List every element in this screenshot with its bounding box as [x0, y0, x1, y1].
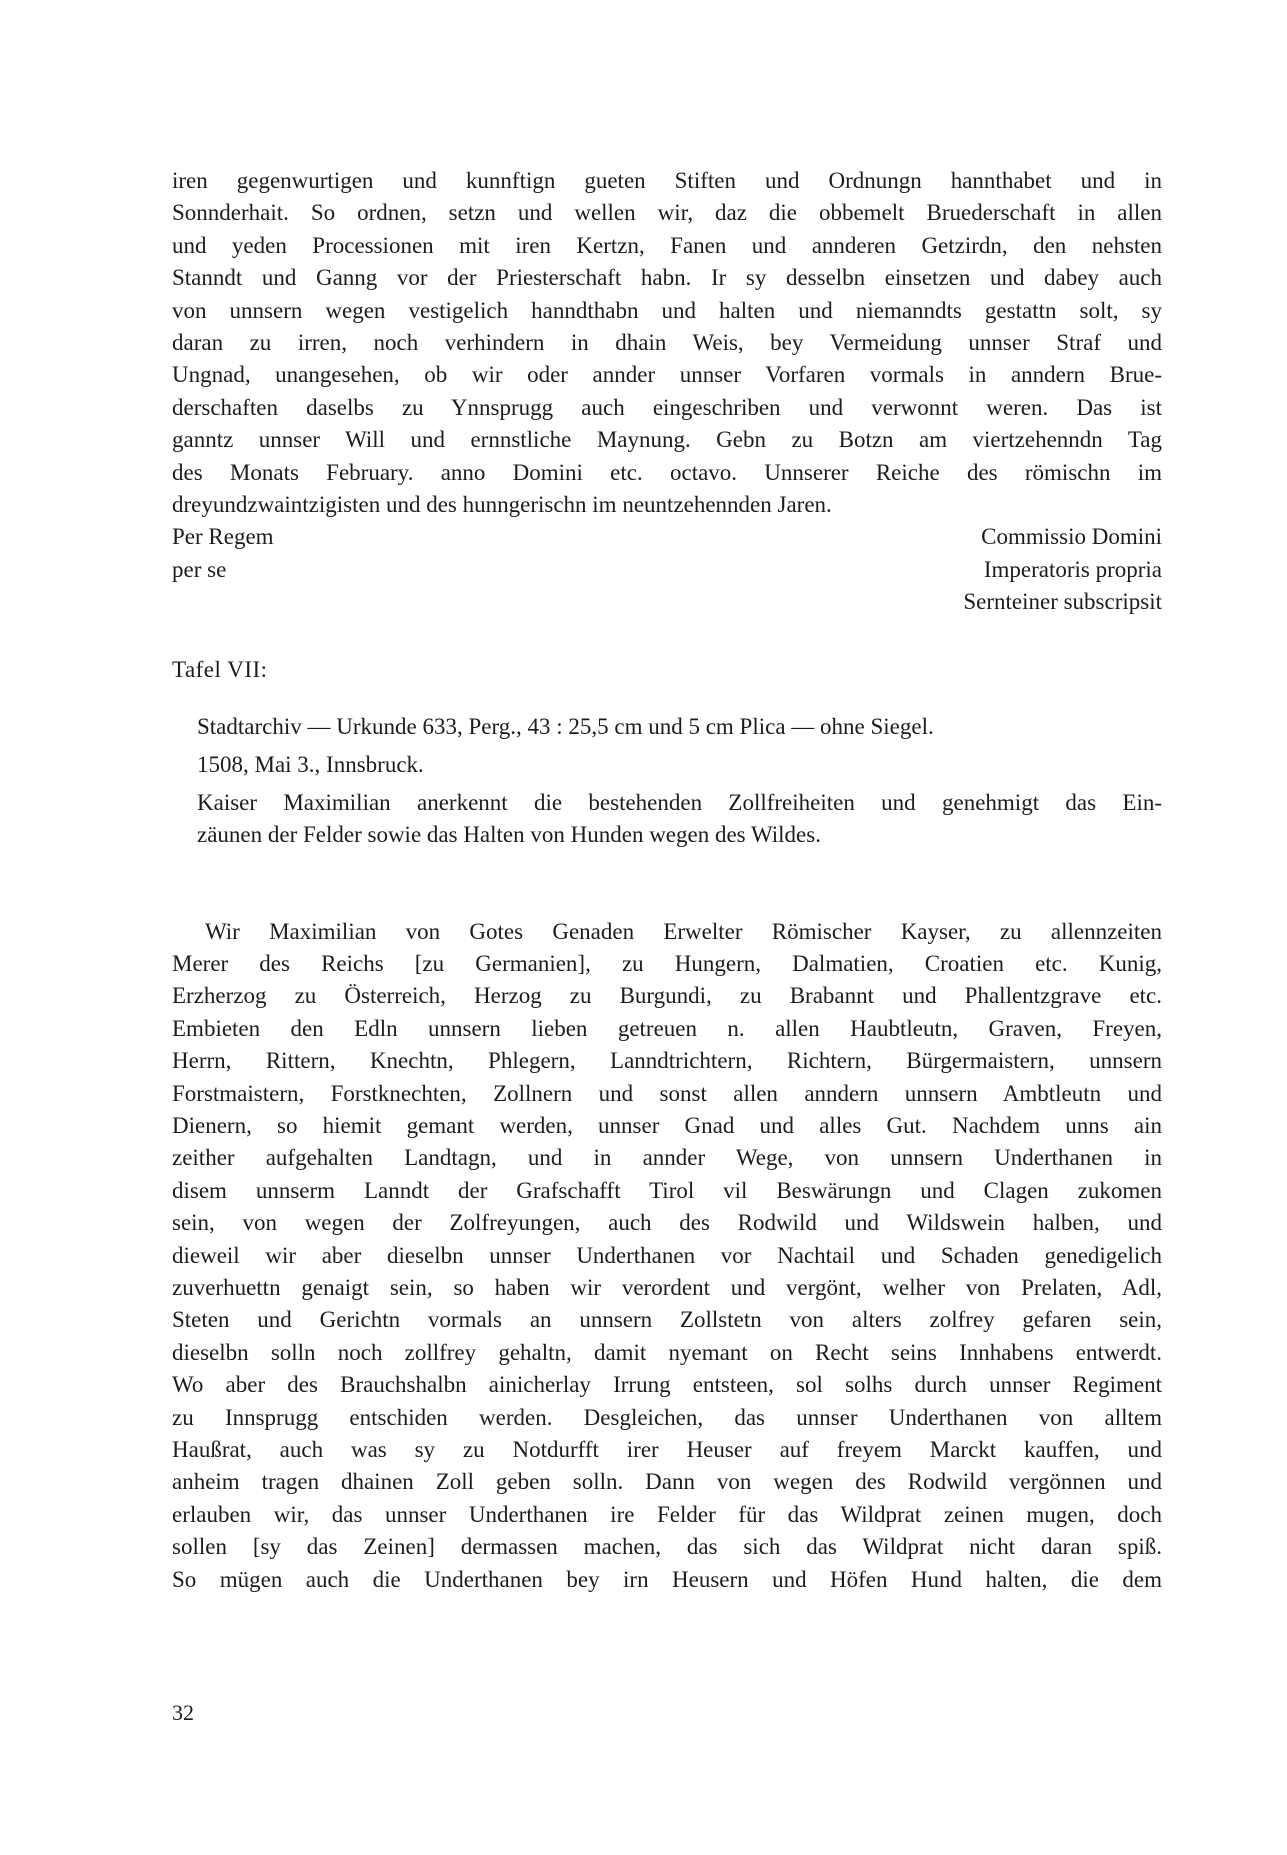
text-line: Sonnderhait. So ordnen, setzn und wellen wir, daz die obbemelt Bruederschaft in allen	[172, 200, 1162, 226]
text-line: erlauben wir, das unnser Underthanen ire Felder für das Wildprat zeinen mugen, doch	[172, 1501, 1162, 1527]
text-line: Forstmaistern, Forstknechten, Zollnern und sonst allen anndern unnsern Ambtleutn und	[172, 1080, 1162, 1106]
text-line: Herrn, Rittern, Knechtn, Phlegern, Lanndtrichtern, Richtern, Bürgermaistern, unnsern	[172, 1048, 1162, 1074]
text-line: iren gegenwurtigen und kunnftign gueten Stiften und Ordnungn hannthabet und in	[172, 168, 1162, 193]
text-line: Erzherzog zu Österreich, Herzog zu Burgundi, zu Brabannt und Phallentzgrave etc.	[172, 983, 1162, 1009]
text-line: Ungnad, unangesehen, ob wir oder annder unnser Vorfaren vormals in anndern Brue-	[172, 362, 1162, 388]
text-line: ganntz unnser Will und ernnstliche Maynung. Gebn zu Botzn am viertzehenndn Tag	[172, 427, 1162, 453]
text-line: von unnsern wegen vestigelich hanndthabn und halten und niemanndts gestattn solt, sy	[172, 297, 1162, 323]
text-line: Haußrat, auch was sy zu Notdurfft irer Heuser auf freyem Marckt kauffen, und	[172, 1437, 1162, 1462]
text-line: disem unnserm Lanndt der Grafschafft Tirol vil Beswärungn und Clagen zukomen	[172, 1177, 1162, 1203]
text-line: Dienern, so hiemit gemant werden, unnser Gnad und alles Gut. Nachdem unns ain	[172, 1112, 1162, 1138]
text-line: zeither aufgehalten Landtagn, und in annder Wege, von unnsern Underthanen in	[172, 1145, 1162, 1171]
section-heading: Tafel VII:	[172, 656, 268, 682]
text-line: Wir Maximilian von Gotes Genaden Erwelter Römischer Kayser, zu allennzeiten	[205, 918, 1162, 944]
text-line: Embieten den Edln unnsern lieben getreuen n. allen Haubtleutn, Graven, Freyen,	[172, 1015, 1162, 1041]
upper-paragraph	[172, 165, 1162, 521]
page-number: 32	[172, 1700, 194, 1725]
signature-left-2: per se	[172, 556, 227, 582]
summary-line: zäunen der Felder sowie das Halten von Hunden wegen des Wildes.	[197, 822, 821, 848]
signature-left-1: Per Regem	[172, 524, 274, 550]
text-line: zu Innsprugg entschiden werden. Desgleichen, das unnser Underthanen von alltem	[172, 1404, 1162, 1430]
document-date: 1508, Mai 3., Innsbruck.	[197, 751, 424, 777]
text-line: sollen [sy das Zeinen] dermassen machen, das sich das Wildprat nicht daran spiß.	[172, 1534, 1162, 1560]
text-line: Stanndt und Ganng vor der Priesterschaft habn. Ir sy desselbn einsetzen und dabey auch	[172, 265, 1162, 291]
text-line: dieselbn solln noch zollfrey gehaltn, damit nyemant on Recht seins Innhabens entwerdt.	[172, 1339, 1162, 1365]
signature-right-3: Sernteiner subscripsit	[963, 589, 1162, 615]
text-line: Steten und Gerichtn vormals an unnsern Zollstetn von alters zolfrey gefaren sein,	[172, 1307, 1162, 1333]
signature-block	[172, 521, 1162, 618]
text-line: daran zu irren, noch verhindern in dhain Weis, bey Vermeidung unnser Straf und	[172, 330, 1162, 356]
text-line: derschaften daselbs zu Ynnsprugg auch eingeschriben und verwonnt weren. Das ist	[172, 394, 1162, 420]
text-line: und yeden Processionen mit iren Kertzn, Fanen und annderen Getzirdn, den nehsten	[172, 232, 1162, 258]
text-line: So mügen auch die Underthanen bey irn Heusern und Höfen Hund halten, die dem	[172, 1566, 1162, 1592]
text-line: zuverhuettn genaigt sein, so haben wir verordent und vergönt, welher von Prelaten, Adl,	[172, 1274, 1162, 1300]
text-line: des Monats February. anno Domini etc. octavo. Unnserer Reiche des römischn im	[172, 459, 1162, 485]
signature-right-1: Commissio Domini	[981, 524, 1162, 550]
document-summary	[197, 787, 1162, 852]
text-line: dieweil wir aber dieselbn unnser Underthanen vor Nachtail und Schaden genedigelich	[172, 1242, 1162, 1268]
text-line: Merer des Reichs [zu Germanien], zu Hungern, Dalmatien, Croatien etc. Kunig,	[172, 950, 1162, 976]
text-line: dreyundzwaintzigisten und des hunngerischn im neuntzehennden Jaren.	[172, 492, 832, 518]
source-citation: Stadtarchiv — Urkunde 633, Perg., 43 : 25,5 cm und 5 cm Plica — ohne Siegel.	[197, 713, 934, 739]
text-line: anheim tragen dhainen Zoll geben solln. Dann von wegen des Rodwild vergönnen und	[172, 1469, 1162, 1495]
summary-line: Kaiser Maximilian anerkennt die bestehenden Zollfreiheiten und genehmigt das Ein-	[197, 789, 1162, 815]
document-page	[172, 165, 1162, 1596]
text-line: Wo aber des Brauchshalbn ainicherlay Irrung entsteen, sol solhs durch unnser Regiment	[172, 1372, 1162, 1398]
lower-paragraph	[172, 916, 1162, 1597]
signature-right-2: Imperatoris propria	[983, 556, 1162, 582]
text-line: sein, von wegen der Zolfreyungen, auch des Rodwild und Wildswein halben, und	[172, 1210, 1162, 1236]
document-metadata	[197, 711, 1162, 852]
